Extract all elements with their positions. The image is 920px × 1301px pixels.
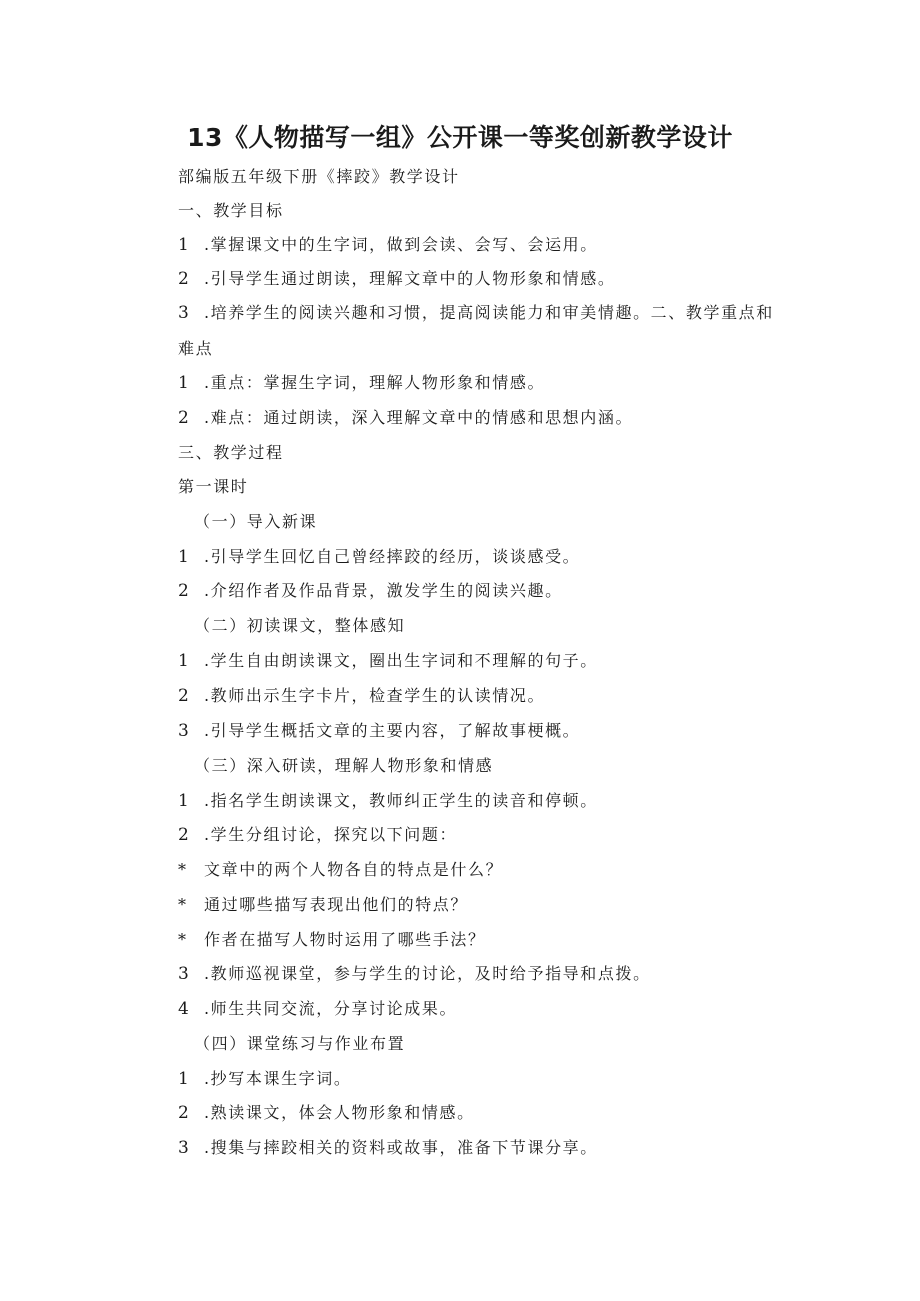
part-heading-3: （三）深入研读，理解人物形象和情感 bbox=[194, 756, 494, 775]
bullet-star: * bbox=[178, 860, 186, 879]
item-number: 1 bbox=[178, 791, 189, 811]
document-title: 13《人物描写一组》公开课一等奖创新教学设计 bbox=[187, 123, 733, 152]
item-text: .引导学生回忆自己曾经摔跤的经历，谈谈感受。 bbox=[204, 547, 581, 566]
question-item-2 bbox=[178, 894, 798, 916]
goal-item-1 bbox=[178, 234, 798, 256]
item-text: .搜集与摔跤相关的资料或故事，准备下节课分享。 bbox=[204, 1138, 598, 1157]
part2-item-1 bbox=[178, 650, 798, 672]
bullet-star: * bbox=[178, 930, 186, 949]
item-number: 3 bbox=[178, 303, 189, 323]
item-number: 2 bbox=[178, 686, 189, 706]
item-text: .指名学生朗读课文，教师纠正学生的读音和停顿。 bbox=[204, 791, 598, 810]
item-number: 1 bbox=[178, 1069, 189, 1089]
item-text: .引导学生概括文章的主要内容，了解故事梗概。 bbox=[204, 721, 581, 740]
part3-item-1 bbox=[178, 790, 798, 812]
item-number: 3 bbox=[178, 721, 189, 741]
keypoint-item-1 bbox=[178, 372, 798, 394]
question-item-1 bbox=[178, 859, 798, 881]
item-number: 1 bbox=[178, 373, 189, 393]
part-heading-2: （二）初读课文，整体感知 bbox=[194, 616, 406, 635]
keypoint-item-2 bbox=[178, 407, 798, 429]
item-text: .学生自由朗读课文，圈出生字词和不理解的句子。 bbox=[204, 651, 598, 670]
item-number: 2 bbox=[178, 581, 189, 601]
question-item-3 bbox=[178, 929, 798, 951]
section-heading-goals: 一、教学目标 bbox=[178, 201, 284, 220]
part-heading-4: （四）课堂练习与作业布置 bbox=[194, 1034, 406, 1053]
item-number: 1 bbox=[178, 547, 189, 567]
goal-item-2 bbox=[178, 268, 798, 290]
item-text: .掌握课文中的生字词，做到会读、会写、会运用。 bbox=[204, 235, 598, 254]
item-number: 2 bbox=[178, 1103, 189, 1123]
item-number: 3 bbox=[178, 1138, 189, 1158]
item-text: .教师巡视课堂，参与学生的讨论，及时给予指导和点拨。 bbox=[204, 964, 651, 983]
item-number: 3 bbox=[178, 964, 189, 984]
item-text: .引导学生通过朗读，理解文章中的人物形象和情感。 bbox=[204, 269, 616, 288]
item-text: .重点：掌握生字词，理解人物形象和情感。 bbox=[204, 373, 546, 392]
lesson-heading: 第一课时 bbox=[178, 477, 249, 496]
item-number: 1 bbox=[178, 235, 189, 255]
part-heading-1: （一）导入新课 bbox=[194, 512, 318, 531]
part1-item-1 bbox=[178, 546, 798, 568]
item-text: .师生共同交流，分享讨论成果。 bbox=[204, 999, 458, 1018]
item-text: .学生分组讨论，探究以下问题： bbox=[204, 825, 458, 844]
goal-item-3 bbox=[178, 295, 790, 367]
item-text: .培养学生的阅读兴趣和习惯，提高阅读能力和审美情趣。二、教学重点和难点 bbox=[178, 303, 774, 358]
part3-item-2 bbox=[178, 824, 798, 846]
item-number: 4 bbox=[178, 999, 189, 1019]
item-text: .教师出示生字卡片，检查学生的认读情况。 bbox=[204, 686, 546, 705]
question-text: 文章中的两个人物各自的特点是什么？ bbox=[204, 860, 504, 879]
item-text: .抄写本课生字词。 bbox=[204, 1069, 352, 1088]
subtitle: 部编版五年级下册《摔跤》教学设计 bbox=[178, 167, 460, 186]
part3-item-4 bbox=[178, 998, 798, 1020]
item-number: 2 bbox=[178, 408, 189, 428]
item-text: .介绍作者及作品背景，激发学生的阅读兴趣。 bbox=[204, 581, 563, 600]
item-number: 2 bbox=[178, 269, 189, 289]
item-text: .熟读课文，体会人物形象和情感。 bbox=[204, 1103, 475, 1122]
part3-item-3 bbox=[178, 963, 798, 985]
question-text: 通过哪些描写表现出他们的特点？ bbox=[204, 895, 469, 914]
part1-item-2 bbox=[178, 580, 798, 602]
item-text: .难点：通过朗读，深入理解文章中的情感和思想内涵。 bbox=[204, 408, 634, 427]
bullet-star: * bbox=[178, 895, 186, 914]
part4-item-1 bbox=[178, 1068, 798, 1090]
item-number: 2 bbox=[178, 825, 189, 845]
question-text: 作者在描写人物时运用了哪些手法？ bbox=[204, 930, 486, 949]
part4-item-3 bbox=[178, 1137, 798, 1159]
part2-item-2 bbox=[178, 685, 798, 707]
item-number: 1 bbox=[178, 651, 189, 671]
part2-item-3 bbox=[178, 720, 798, 742]
part4-item-2 bbox=[178, 1102, 798, 1124]
section-heading-process: 三、教学过程 bbox=[178, 443, 284, 462]
